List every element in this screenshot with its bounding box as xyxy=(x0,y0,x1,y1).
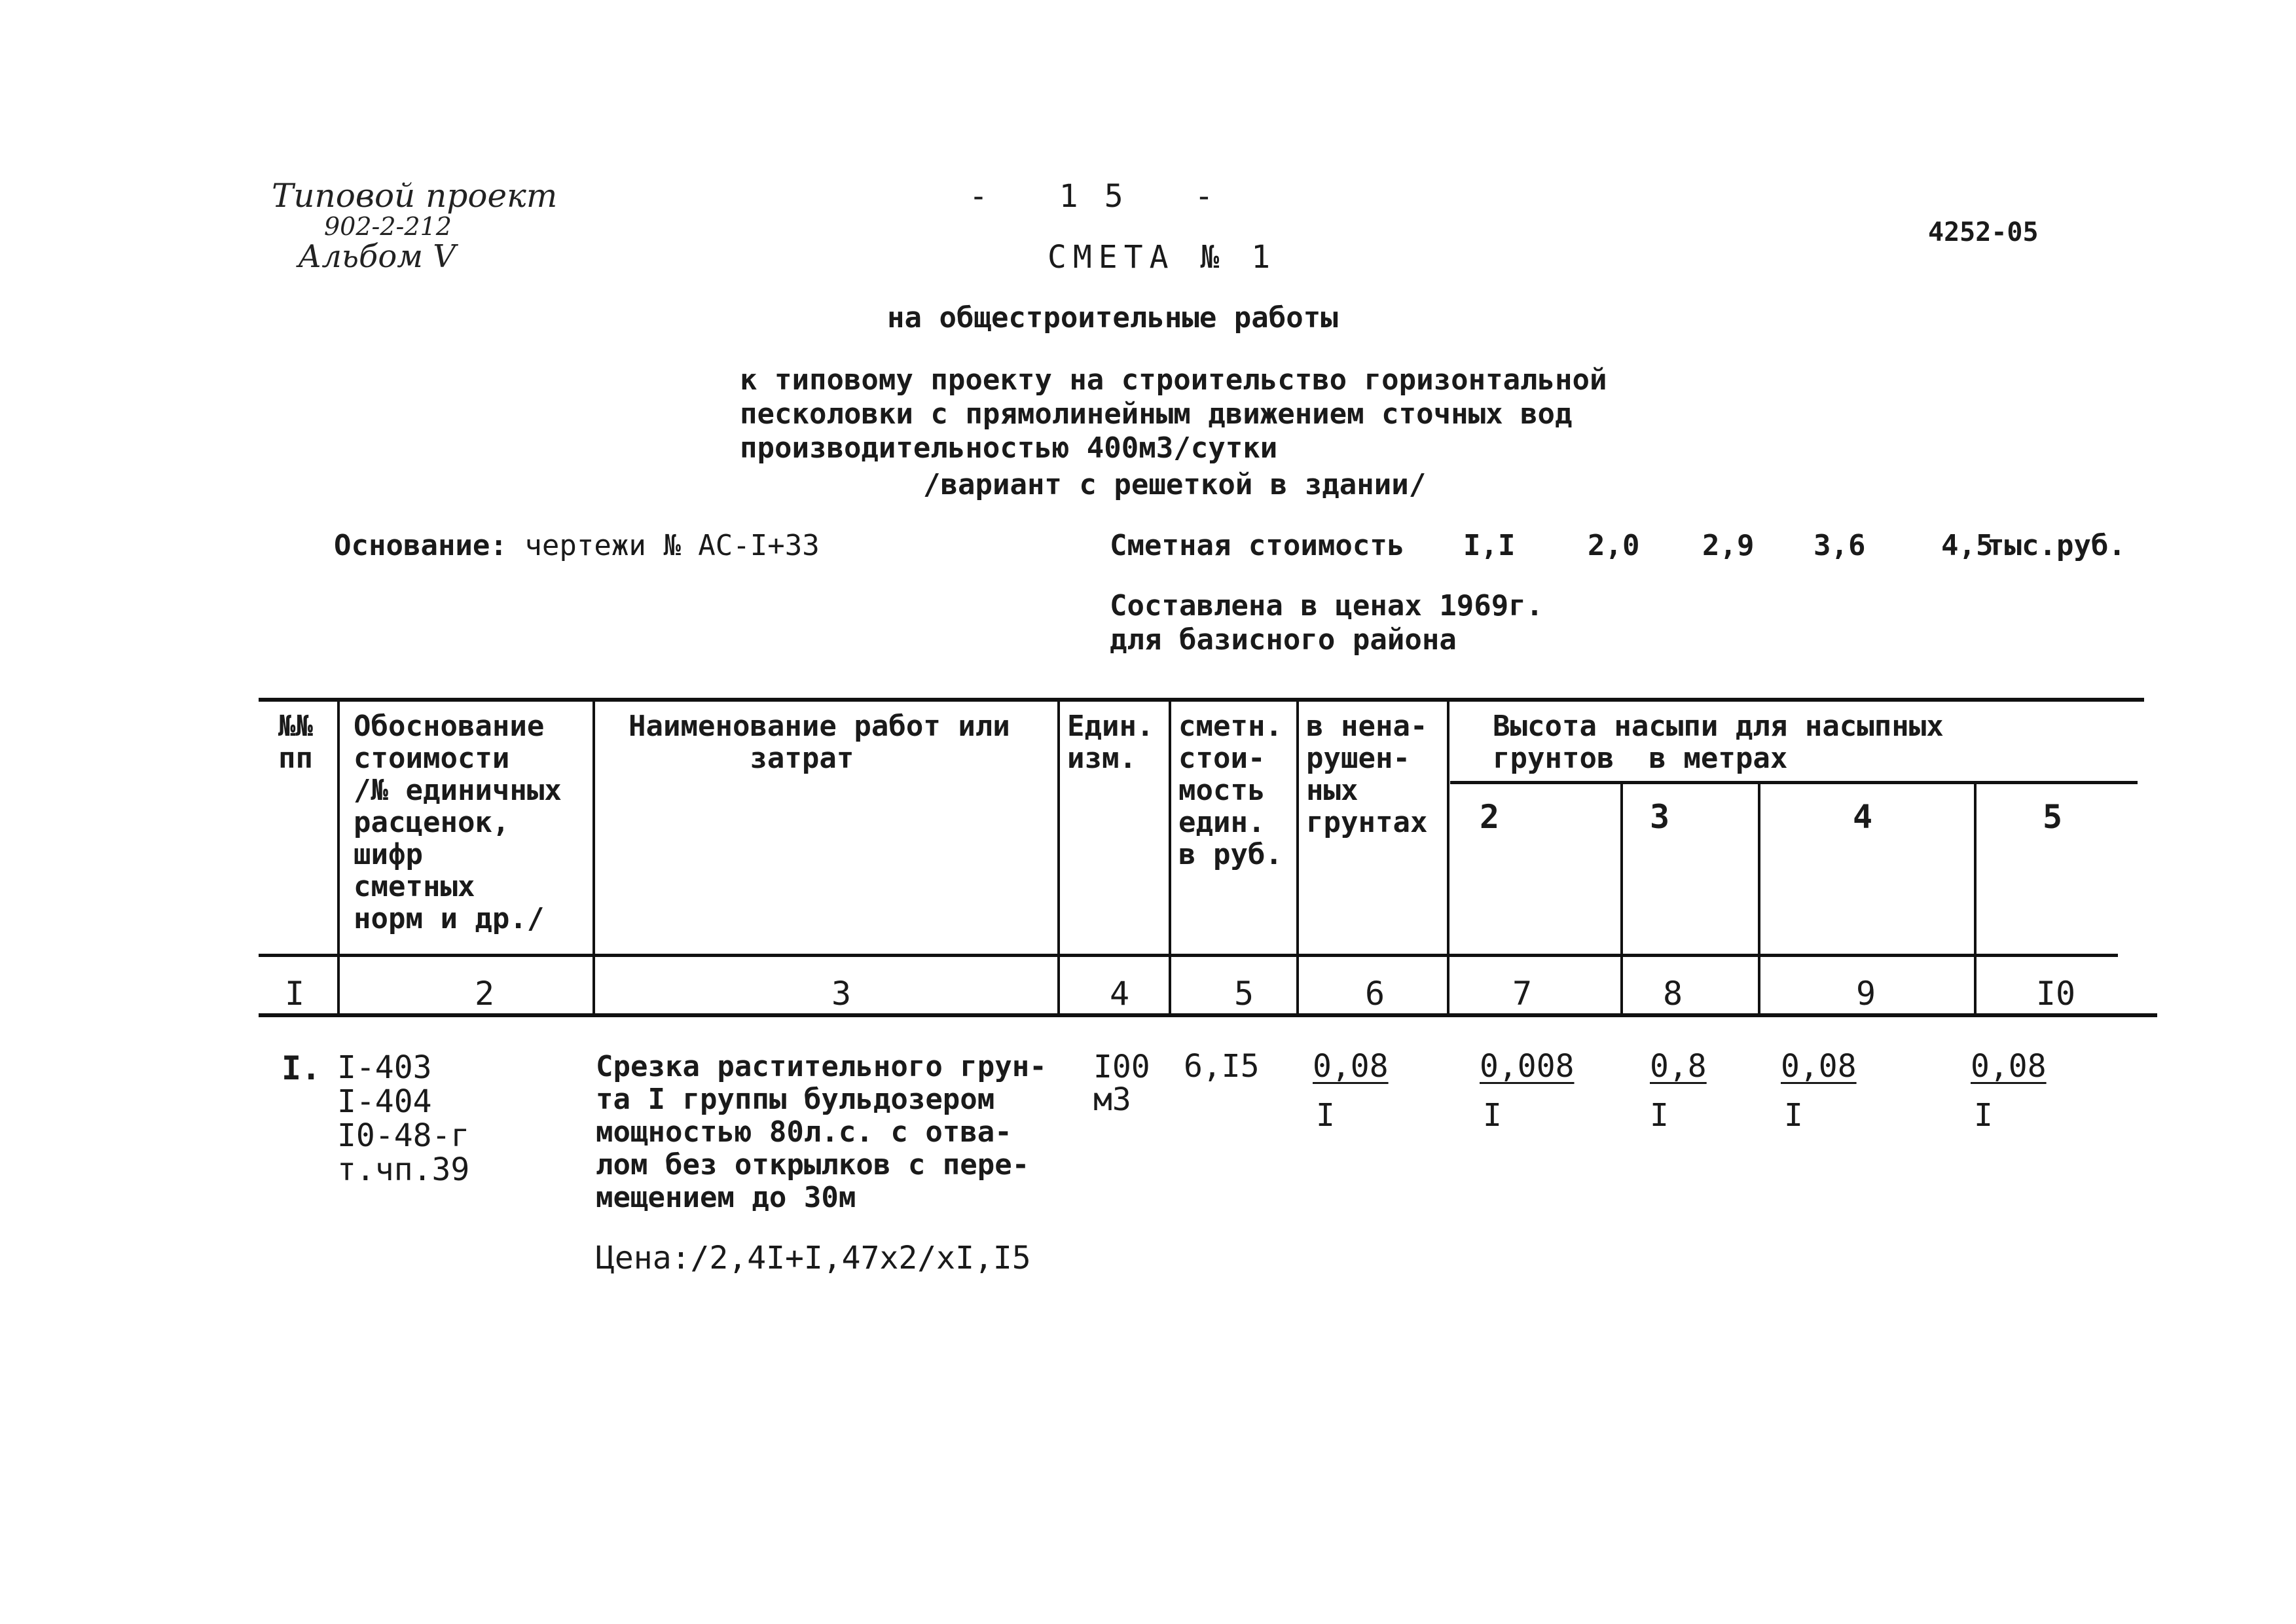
header-height-3: 3 xyxy=(1650,798,1670,836)
row-undisturbed-value: 0,08 xyxy=(1313,1048,1389,1085)
margin-note-album: Альбом V xyxy=(298,238,456,275)
colnum-6: 6 xyxy=(1364,975,1385,1013)
estimated-cost-value-1: I,I xyxy=(1463,529,1516,562)
header-group-heights: Высота насыпи для насыпных грунтов в метрах xyxy=(1493,710,1944,775)
basis-value: чертежи № АС-I+33 xyxy=(524,529,820,562)
row-work-name: Срезка растительного грун- та I группы бульдозером мощностью 80л.с. с отва- лом без открылков с пере- мещением до 30м xyxy=(596,1050,1047,1214)
colnum-9: 9 xyxy=(1855,975,1876,1013)
header-col-unit-cost: сметн. стои- мость един. в руб. xyxy=(1178,710,1283,871)
basis-label: Основание: xyxy=(334,529,507,562)
estimated-cost-unit: тыс.руб. xyxy=(1987,529,2126,562)
basis xyxy=(334,529,820,563)
table-top-rule xyxy=(259,698,2144,702)
header-col-name: Наименование работ или затрат xyxy=(629,710,1010,775)
margin-note xyxy=(272,178,557,274)
row-h5-sub: I xyxy=(1974,1097,1993,1134)
description-line-2: песколовки с прямолинейным движением сточных вод xyxy=(740,397,1573,431)
colnum-10: I0 xyxy=(2035,975,2076,1013)
estimated-cost xyxy=(1110,529,2131,563)
table-vrule-5 xyxy=(1296,700,1299,1015)
row-number: I. xyxy=(282,1049,321,1087)
table-vrule-8 xyxy=(1758,782,1760,1015)
row-unit: I00 м3 xyxy=(1093,1049,1150,1118)
description xyxy=(740,363,1607,465)
row-h2-value: 0,008 xyxy=(1480,1048,1575,1085)
margin-note-number: 902-2-212 xyxy=(324,212,452,241)
table-vrule-2 xyxy=(592,700,595,1015)
variant-note: /вариант с решеткой в здании/ xyxy=(923,468,1427,501)
row-basis: I-403 I-404 I0-48-г т.чп.39 xyxy=(337,1049,470,1188)
page-number: - 15 - xyxy=(969,178,1240,215)
estimated-cost-value-3: 2,9 xyxy=(1702,529,1755,562)
description-line-1: к типовому проекту на строительство горизонтальной xyxy=(740,363,1607,397)
header-col-unit: Един. изм. xyxy=(1067,710,1154,775)
row-h4-value: 0,08 xyxy=(1781,1048,1857,1085)
table-header-bottom-rule xyxy=(259,954,2118,957)
row-h5-value: 0,08 xyxy=(1971,1048,2047,1085)
prices-note-line-1: Составлена в ценах 1969г. xyxy=(1110,589,1544,623)
margin-note-project: Типовой проект xyxy=(272,177,558,215)
estimated-cost-value-4: 3,6 xyxy=(1813,529,1866,562)
header-height-4: 4 xyxy=(1853,798,1873,836)
header-height-5: 5 xyxy=(2043,798,2063,836)
header-col-undisturbed: в нена- рушен- ных грунтах xyxy=(1306,710,1428,839)
table-group-rule xyxy=(1450,781,2138,784)
table-vrule-7 xyxy=(1620,782,1623,1015)
header-height-2: 2 xyxy=(1480,798,1500,836)
colnum-7: 7 xyxy=(1512,975,1533,1013)
colnum-1: I xyxy=(284,975,305,1013)
prices-note xyxy=(1110,589,1543,657)
row-h2-sub: I xyxy=(1483,1097,1502,1134)
row-h3-value: 0,8 xyxy=(1650,1048,1707,1085)
row-unit-cost: 6,I5 xyxy=(1184,1048,1260,1085)
table-vrule-6 xyxy=(1447,700,1449,1015)
table-vrule-3 xyxy=(1057,700,1060,1015)
colnum-5: 5 xyxy=(1233,975,1254,1013)
doc-code: 4252-05 xyxy=(1928,217,2039,247)
doc-subtitle: на общестроительные работы xyxy=(887,301,1338,334)
table-colnum-bottom-rule xyxy=(259,1013,2157,1017)
estimated-cost-value-2: 2,0 xyxy=(1588,529,1640,562)
price-formula: Цена:/2,4I+I,47х2/хI,I5 xyxy=(596,1240,1031,1276)
prices-note-line-2: для базисного района xyxy=(1110,623,1457,657)
colnum-2: 2 xyxy=(474,975,495,1013)
table-vrule-1 xyxy=(337,700,340,1015)
header-col-basis: Обоснование стоимости /№ единичных расценок, шифр сметных норм и др./ xyxy=(354,710,562,935)
row-undisturbed-sub: I xyxy=(1316,1097,1335,1134)
estimated-cost-label: Сметная стоимость xyxy=(1110,529,1405,562)
table-vrule-4 xyxy=(1169,700,1171,1015)
header-col-number: №№ пп xyxy=(278,710,313,775)
colnum-4: 4 xyxy=(1109,975,1130,1013)
colnum-3: 3 xyxy=(831,975,852,1013)
estimated-cost-value-5: 4,5 xyxy=(1941,529,1994,562)
row-h3-sub: I xyxy=(1650,1097,1669,1134)
row-h4-sub: I xyxy=(1784,1097,1803,1134)
doc-title: СМЕТА № 1 xyxy=(1048,239,1277,276)
description-line-3: производительностью 400м3/сутки xyxy=(740,431,1278,465)
colnum-8: 8 xyxy=(1662,975,1683,1013)
table-vrule-9 xyxy=(1974,782,1977,1015)
